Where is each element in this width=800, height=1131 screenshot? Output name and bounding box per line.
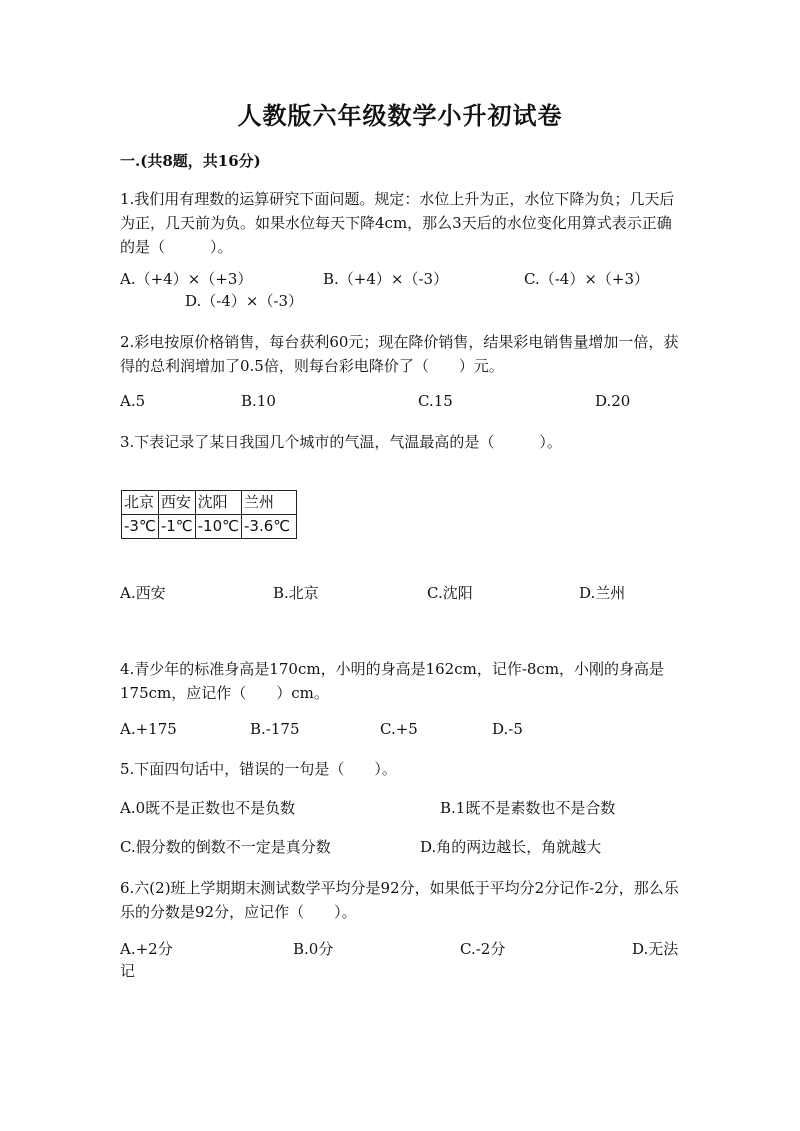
question-6-stem: 6.六(2)班上学期期末测试数学平均分是92分，如果低于平均分2分记作-2分，那么乐乐的分数是92分，应记作（ ）。: [120, 879, 679, 921]
table-cell-city: 西安: [158, 491, 195, 515]
q4-option-a: A.+175: [120, 720, 177, 738]
q5-option-c: C.假分数的倒数不一定是真分数: [120, 838, 331, 856]
q6-option-a: A.+2分: [120, 940, 173, 958]
table-cell-city: 北京: [122, 491, 159, 515]
q1-option-b: B.（+4）×（-3）: [323, 270, 449, 288]
table-row-cities: [122, 491, 297, 515]
q3-option-d: D.兰州: [579, 584, 626, 602]
table-cell-temp: -3.6℃: [241, 515, 296, 539]
q3-option-b: B.北京: [273, 584, 319, 602]
q4-option-c: C.+5: [380, 720, 418, 738]
question-3-stem: 3.下表记录了某日我国几个城市的气温，气温最高的是（ ）。: [120, 433, 562, 451]
q1-option-c: C.（-4）×（+3）: [524, 270, 650, 288]
q2-option-b: B.10: [241, 392, 276, 410]
table-cell-city: 兰州: [241, 491, 296, 515]
question-5-stem: 5.下面四句话中，错误的一句是（ ）。: [120, 760, 397, 778]
q6-option-d: D.无法记: [120, 940, 679, 980]
q3-option-a: A.西安: [120, 584, 166, 602]
q5-option-b: B.1既不是素数也不是合数: [440, 799, 616, 817]
table-row-temps: [122, 515, 297, 539]
q3-option-c: C.沈阳: [427, 584, 473, 602]
table-cell-temp: -1℃: [158, 515, 195, 539]
section-header: 一.(共8题，共16分): [120, 152, 261, 170]
question-4-stem: 4.青少年的标准身高是170cm，小明的身高是162cm，记作-8cm，小刚的身高是175cm，应记作（ ）cm。: [120, 660, 665, 702]
q6-option-c: C.-2分: [460, 940, 506, 958]
q5-option-a: A.0既不是正数也不是负数: [120, 799, 296, 817]
temperature-table: [121, 490, 297, 539]
q4-option-b: B.-175: [250, 720, 300, 738]
q2-option-a: A.5: [120, 392, 146, 410]
q2-option-c: C.15: [418, 392, 453, 410]
table-cell-city: 沈阳: [195, 491, 241, 515]
question-2-stem: 2.彩电按原价格销售，每台获利60元；现在降价销售，结果彩电销售量增加一倍，获得的总利润增加了0.5倍，则每台彩电降价了（ ）元。: [120, 333, 679, 375]
table-cell-temp: -3℃: [122, 515, 159, 539]
q1-option-a: A.（+4）×（+3）: [120, 270, 253, 288]
question-1-stem: 1.我们用有理数的运算研究下面问题。规定：水位上升为正，水位下降为负；几天后为正，几天前为负。如果水位每天下降4cm，那么3天后的水位变化用算式表示正确的是（ ）。: [120, 190, 675, 256]
q6-option-b: B.0分: [293, 940, 334, 958]
q1-option-d: D.（-4）×（-3）: [185, 292, 304, 310]
q4-option-d: D.-5: [492, 720, 523, 738]
q5-option-d: D.角的两边越长，角就越大: [420, 838, 602, 856]
table-cell-temp: -10℃: [195, 515, 241, 539]
q2-option-d: D.20: [595, 392, 631, 410]
page-title: 人教版六年级数学小升初试卷: [237, 101, 563, 130]
